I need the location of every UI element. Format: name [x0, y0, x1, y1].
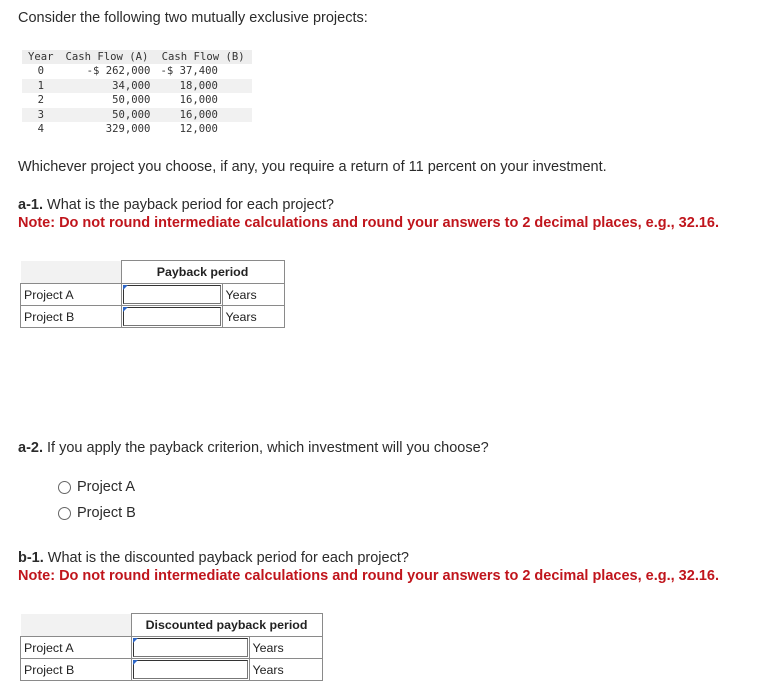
- cash-flow-table: [22, 50, 252, 136]
- payback-a-cell[interactable]: [121, 284, 222, 306]
- question-a1-number: a-1.: [18, 197, 43, 213]
- radio-option-project-a[interactable]: [58, 479, 135, 495]
- discounted-b-cell[interactable]: [131, 659, 249, 681]
- discounted-row-project-a: [21, 637, 323, 659]
- cash-flow-b-cell: 12,000: [179, 123, 218, 136]
- input-marker-icon: [133, 660, 138, 665]
- year-cell: 1: [22, 79, 60, 93]
- discounted-a-cell[interactable]: [131, 637, 249, 659]
- radio-label[interactable]: Project B: [77, 505, 136, 521]
- radio-label[interactable]: Project A: [77, 479, 136, 495]
- cash-flow-b-cell: -$ 37,400: [160, 65, 218, 78]
- input-marker-icon: [133, 638, 138, 643]
- question-a2: [18, 440, 489, 456]
- unit-label: Years: [249, 659, 322, 681]
- row-label: Project B: [21, 659, 132, 681]
- cash-flow-row: [22, 108, 252, 122]
- discounted-payback-table: [20, 613, 323, 681]
- rounding-note-b1: Note: Do not round intermediate calculations and round your answers to 2 decimal places, e.g., 32.16.: [18, 568, 719, 584]
- cash-flow-row: [22, 79, 252, 93]
- year-cell: 2: [37, 94, 44, 107]
- cash-flow-row: [22, 93, 252, 107]
- rounding-note-a1: Note: Do not round intermediate calculations and round your answers to 2 decimal places, e.g., 32.16.: [18, 215, 719, 231]
- cash-flow-a-cell: -$ 262,000: [86, 65, 151, 78]
- discounted-b-input[interactable]: [133, 660, 248, 679]
- cash-flow-a-cell: 50,000: [112, 94, 151, 107]
- unit-label: Years: [249, 637, 322, 659]
- cash-flow-b-cell: 16,000: [154, 108, 251, 122]
- question-b1: [18, 550, 409, 566]
- question-a1-text: What is the payback period for each project?: [43, 197, 334, 213]
- radio-circle-icon[interactable]: [58, 481, 71, 494]
- intro-text: Consider the following two mutually exclusive projects:: [18, 10, 368, 26]
- unit-label: Years: [222, 284, 284, 306]
- question-b1-number: b-1.: [18, 550, 44, 566]
- cash-flow-a-header: Cash Flow (A): [60, 50, 155, 64]
- discounted-payback-header: Discounted payback period: [131, 614, 322, 637]
- question-a1: [18, 197, 334, 213]
- payback-row-project-b: [21, 306, 285, 328]
- year-cell: 4: [37, 123, 44, 136]
- payback-b-input[interactable]: [123, 307, 221, 326]
- table-corner: [21, 614, 132, 637]
- payback-row-project-a: [21, 284, 285, 306]
- table-corner: [21, 261, 122, 284]
- payback-a-input[interactable]: [123, 285, 221, 304]
- unit-label: Years: [222, 306, 284, 328]
- radio-option-project-b[interactable]: [58, 505, 136, 521]
- discounted-a-input[interactable]: [133, 638, 248, 657]
- cash-flow-b-header: Cash Flow (B): [154, 50, 251, 64]
- question-b1-text: What is the discounted payback period for each project?: [43, 550, 409, 566]
- cash-flow-a-cell: 329,000: [105, 123, 151, 136]
- question-a2-text: If you apply the payback criterion, which investment will you choose?: [43, 440, 489, 456]
- row-label: Project A: [21, 284, 122, 306]
- row-label: Project A: [21, 637, 132, 659]
- payback-period-table: [20, 260, 285, 328]
- row-label: Project B: [21, 306, 122, 328]
- cash-flow-header-row: [22, 50, 252, 64]
- cash-flow-row: [22, 64, 252, 78]
- year-cell: 3: [22, 108, 60, 122]
- discounted-row-project-b: [21, 659, 323, 681]
- cash-flow-a-cell: 50,000: [60, 108, 155, 122]
- year-header: Year: [22, 50, 60, 64]
- year-cell: 0: [37, 65, 44, 78]
- question-a2-number: a-2.: [18, 440, 43, 456]
- radio-circle-icon[interactable]: [58, 507, 71, 520]
- required-return-text: Whichever project you choose, if any, you require a return of 11 percent on your investment.: [18, 159, 607, 175]
- cash-flow-row: [22, 122, 252, 136]
- payback-period-header: Payback period: [121, 261, 284, 284]
- input-marker-icon: [123, 285, 128, 290]
- payback-b-cell[interactable]: [121, 306, 222, 328]
- cash-flow-a-cell: 34,000: [60, 79, 155, 93]
- cash-flow-b-cell: 18,000: [154, 79, 251, 93]
- cash-flow-b-cell: 16,000: [179, 94, 218, 107]
- input-marker-icon: [123, 307, 128, 312]
